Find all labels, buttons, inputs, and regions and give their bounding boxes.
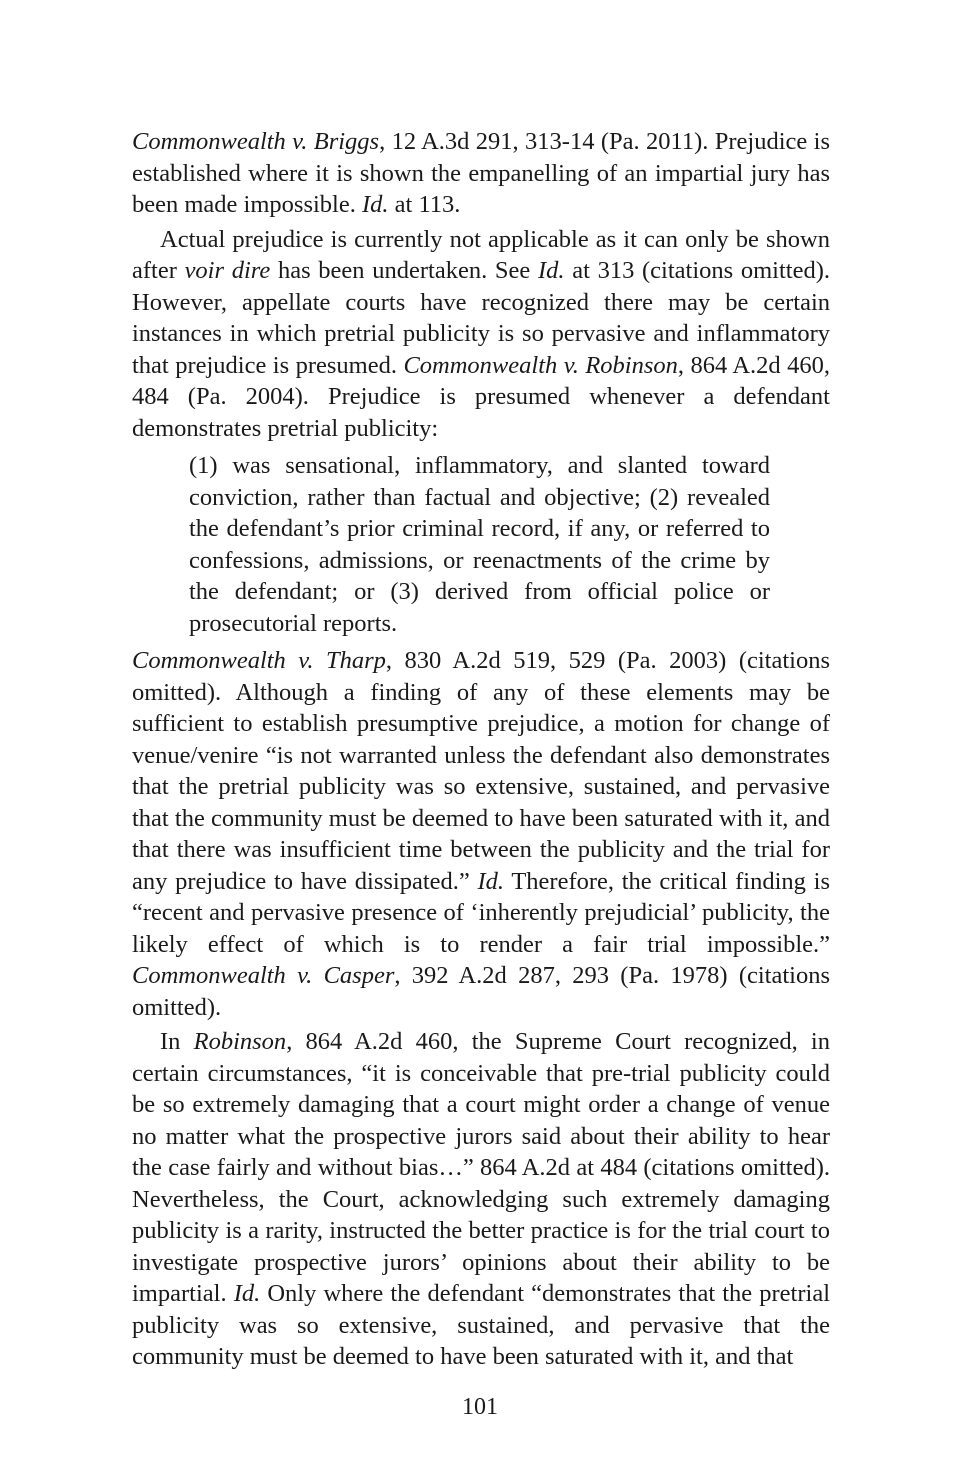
id-citation: Id. [233,1280,261,1307]
text-segment: , 830 A.2d 519, 529 (Pa. 2003) (citations omitted). Although a finding of any of these elements may be sufficient to establish presumptive prejudice, a motion for change of venue/venire “is not warranted unless the defendant also demonstrates that the pretrial publicity was so extensive, sustained, and pervasive that the community must be deemed to have been saturated with it, and that there was insufficient time between the publicity and the trial for any prejudice to have dissipated.” [132,647,830,895]
text-segment: at 313 (citations omitted). However, appellate courts have recognized there may be certain instances in which pretrial publicity is so pervasive and inflammatory that prejudice is presumed. [132,257,830,379]
case-citation: Commonwealth v. Tharp [132,647,386,674]
id-citation: Id. [361,191,389,218]
paragraph-briggs [132,126,830,221]
italic-term: voir dire [184,257,271,284]
page-number: 101 [462,1394,498,1420]
text-segment: at 113. [388,191,461,218]
id-citation: Id. [477,867,505,895]
id-citation: Id. [537,257,565,284]
text-segment: Only where the defendant “demonstrates that the pretrial publicity was so extensive, sustained, and pervasive that the community must be deemed to have been saturated with it, and that [132,1280,831,1370]
case-citation: Commonwealth v. Briggs [132,128,380,155]
paragraph-robinson [132,1026,830,1373]
text-segment: , 392 A.2d 287, 293 (Pa. 1978) (citations omitted). [132,962,830,1021]
case-citation: Robinson [193,1028,287,1055]
text-segment: , 864 A.2d 460, 484 (Pa. 2004). Prejudice is presumed whenever a defendant demonstrates pretrial publicity: [132,351,830,442]
case-citation: Commonwealth v. Robinson [403,351,678,379]
text-segment: , 864 A.2d 460, the Supreme Court recognized, in certain circumstances, “it is conceivable that pre-trial publicity could be so extremely damaging that a court might order a change of venue no matter what the prospective jurors said about their ability to hear the case fairly and without bias…” 864 A.2d at 484 (citations omitted). Nevertheless, the Court, acknowledging such extremely damaging publicity is a rarity, instructed the better practice is for the trial court to investigate prospective jurors’ opinions about their ability to be impartial. [132,1028,830,1307]
text-segment: has been undertaken. See [270,257,538,284]
case-citation: Commonwealth v. Casper [132,962,395,989]
body-text [132,126,830,1376]
text-segment: In [160,1028,194,1055]
text-segment: , 12 A.3d 291, 313-14 (Pa. 2011). Prejudice is established where it is shown the empanelling of an impartial jury has been made impossible. [132,128,830,218]
text-segment: Therefore, the critical finding is “recent and pervasive presence of ‘inherently prejudicial’ publicity, the likely effect of which is to render a fair trial impossible.” [132,867,830,958]
text-segment: Actual prejudice is currently not applicable as it can only be shown after [132,225,830,284]
paragraph-tharp [132,645,830,1023]
block-quote: (1) was sensational, inflammatory, and slanted toward conviction, rather than factual and objective; (2) revealed the defendant’s prior criminal record, if any, or referred to confessions, admissions, or reenactments of the crime by the defendant; or (3) derived from official police or prosecutorial reports. [189,452,770,637]
paragraph-actual-prejudice [132,224,830,445]
